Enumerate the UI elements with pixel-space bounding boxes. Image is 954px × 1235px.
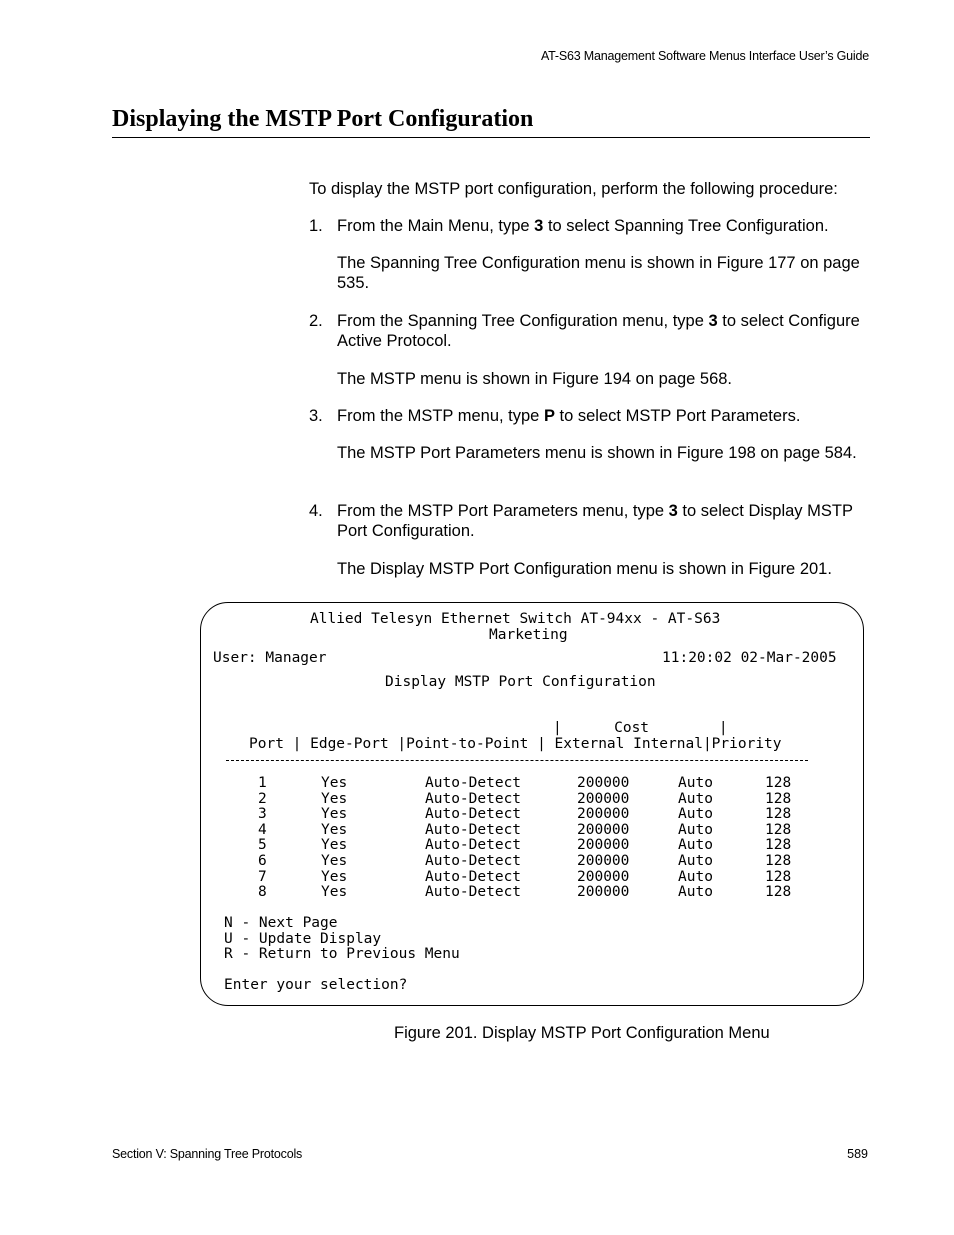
step-2-note: The MSTP menu is shown in Figure 194 on page 568. [337,370,733,388]
table-cell: 128 [765,790,792,807]
table-cell: Yes [321,868,348,885]
table-cell: Auto-Detect [425,884,522,901]
table-cell: Auto-Detect [425,806,522,823]
step-2-key: 3 [708,312,718,330]
table-cell: Auto-Detect [425,790,522,807]
table-cell: 4 [258,821,267,838]
table-cell: Auto-Detect [425,853,522,869]
terminal-user: User: Manager [213,650,327,666]
table-cell: 200000 [577,853,630,869]
table-cell: Yes [321,884,348,901]
table-cell: 200000 [577,837,630,854]
table-cell: 200000 [577,790,630,807]
option-update-display[interactable]: U - Update Display [224,931,382,947]
step-1-key: 3 [534,217,544,235]
option-next-page[interactable]: N - Next Page [224,915,338,931]
table-cell: Auto [678,821,713,838]
table-cell: Auto-Detect [425,868,522,885]
table-cell: Auto [678,790,713,807]
table-cell: 5 [258,837,267,854]
step-3-text: From the MSTP menu, type P to select MSTP Port Parameters. [337,407,801,425]
table-cell: Auto-Detect [425,821,522,838]
table-cell: 200000 [577,806,630,823]
step-2-text: From the Spanning Tree Configuration menu, type 3 to select Configure Active Protocol. [337,312,860,350]
table-cell: Yes [321,806,348,823]
table-cell: Auto-Detect [425,837,522,854]
figure-caption: Figure 201. Display MSTP Port Configuration Menu [394,1024,770,1042]
step-2-number: 2. [309,312,323,330]
table-cell: 200000 [577,868,630,885]
table-header-columns: Port | Edge-Port |Point-to-Point | External Internal|Priority [249,736,782,752]
table-cell: 7 [258,868,267,885]
terminal-prompt[interactable]: Enter your selection? [224,977,408,993]
table-cell: 2 [258,790,267,807]
step-4-note: The Display MSTP Port Configuration menu is shown in Figure 201. [337,560,832,578]
table-cell: Yes [321,853,348,869]
step-4-number: 4. [309,502,323,520]
table-cell: 1 [258,775,267,791]
step-3-key: P [543,407,555,425]
table-cell: Yes [321,790,348,807]
table-cell: 6 [258,853,267,869]
table-cell: Yes [321,775,348,791]
step-1-number: 1. [309,217,323,235]
table-cell: 128 [765,868,792,885]
intro-paragraph: To display the MSTP port configuration, perform the following procedure: [309,180,838,198]
table-cell: 200000 [577,821,630,838]
table-cell: Auto [678,853,713,869]
table-cell: Auto [678,775,713,791]
step-3-number: 3. [309,407,323,425]
step-4-key: 3 [668,502,678,520]
table-cell: 8 [258,884,267,901]
table-cell: Auto-Detect [425,775,522,791]
table-cell: Yes [321,821,348,838]
table-cell: 200000 [577,884,630,901]
step-1-text: From the Main Menu, type 3 to select Spanning Tree Configuration. [337,217,829,235]
table-cell: Yes [321,837,348,854]
option-return-previous[interactable]: R - Return to Previous Menu [224,946,460,962]
table-cell: 128 [765,806,792,823]
table-divider [226,760,808,761]
table-cell: 128 [765,853,792,869]
table-cell: Auto [678,884,713,901]
terminal-menu-title: Display MSTP Port Configuration [385,674,656,690]
step-1-note: The Spanning Tree Configuration menu is shown in Figure 177 on page 535. [337,254,860,292]
table-header-cost: | Cost | [553,720,728,736]
table-cell: Auto [678,868,713,885]
table-cell: 200000 [577,775,630,791]
table-cell: Auto [678,837,713,854]
running-head: AT-S63 Management Software Menus Interface User’s Guide [540,49,869,63]
table-cell: 128 [765,821,792,838]
table-cell: 128 [765,775,792,791]
terminal-datetime: 11:20:02 02-Mar-2005 [662,650,837,666]
table-cell: Auto [678,806,713,823]
table-cell: 128 [765,837,792,854]
footer-section: Section V: Spanning Tree Protocols [112,1147,303,1161]
page-number: 589 [847,1147,868,1161]
terminal-title-line1: Allied Telesyn Ethernet Switch AT-94xx - AT-S63 [310,611,721,627]
terminal-title-line2: Marketing [489,627,568,643]
step-3-note: The MSTP Port Parameters menu is shown in Figure 198 on page 584. [337,444,857,462]
table-cell: 128 [765,884,792,901]
step-4-text: From the MSTP Port Parameters menu, type 3 to select Display MSTP Port Configuration. [337,502,853,540]
table-cell: 3 [258,806,267,823]
section-title: Displaying the MSTP Port Configuration [112,106,870,138]
